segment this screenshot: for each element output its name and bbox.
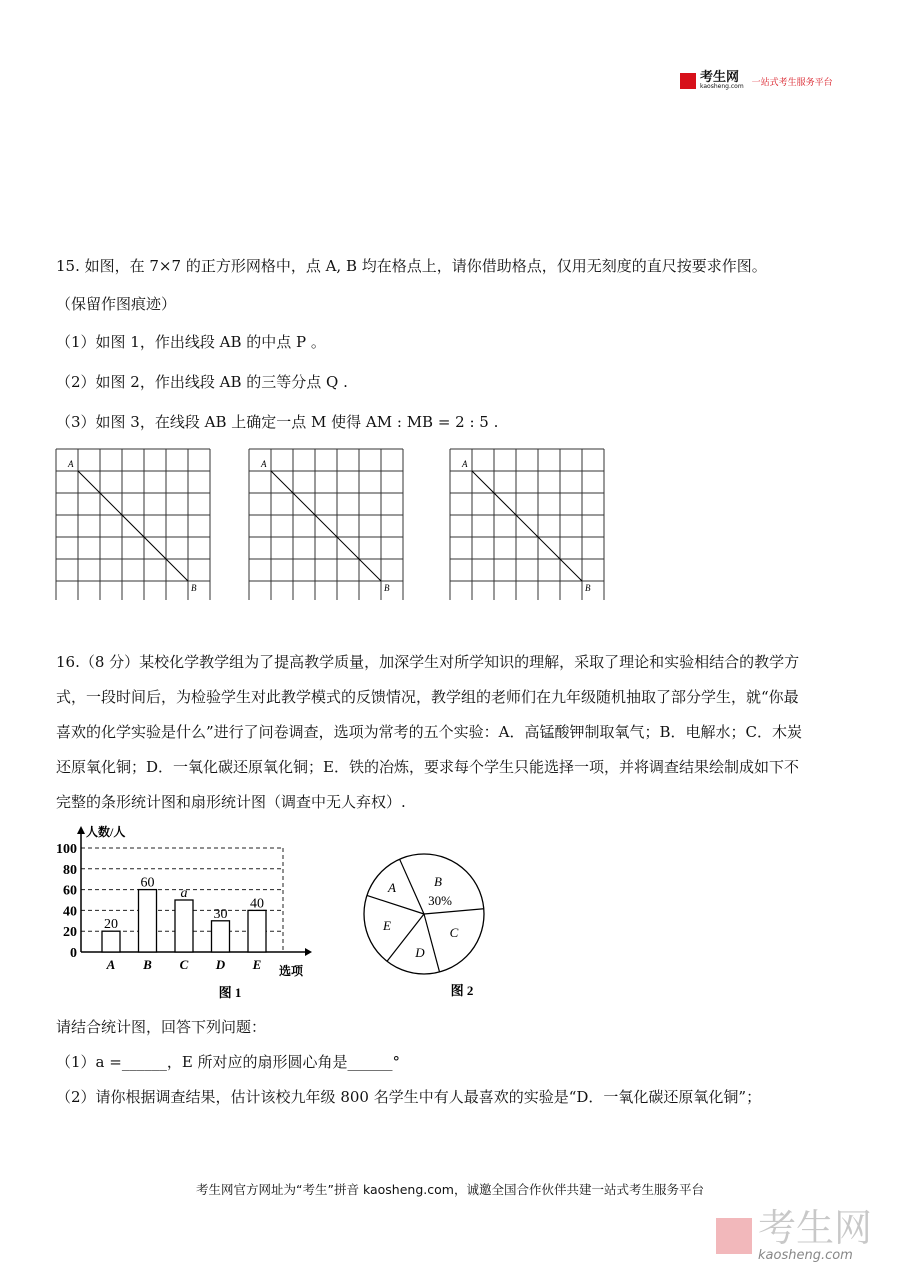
logo-name: 考生网 [700, 70, 740, 85]
y-tick-label: 40 [63, 904, 77, 920]
point-b-label: B [191, 583, 197, 593]
segment-ab [78, 471, 188, 581]
watermark-name: 考生网 [758, 1206, 873, 1250]
x-tick-label: B [143, 957, 152, 972]
q16-answer-1: （1）a =______，E 所对应的扇形圆心角是______° [56, 1053, 401, 1071]
grid-figure-2 [248, 448, 408, 600]
bar-value-label: 30 [213, 906, 228, 922]
q16-answer-2: （2）请你根据调查结果，估计该校九年级 800 名学生中有人最喜欢的实验是“D．一氧化碳还原氧化铜”； [56, 1088, 762, 1106]
x-axis-label: 选项 [279, 964, 304, 978]
watermark-logo-icon [716, 1218, 752, 1254]
y-tick-label: 100 [56, 842, 77, 857]
point-b-label: B [585, 583, 591, 593]
point-a-label: A [261, 459, 267, 469]
y-tick-label: 20 [63, 925, 77, 941]
segment-ab [271, 471, 381, 581]
segment-ab [472, 471, 582, 581]
pie-slice-label: D [415, 945, 425, 960]
footer-text: 考生网官方网址为“考生”拼音 kaosheng.com，诚邀全国合作伙伴共建一站式考生服务平台 [196, 1182, 704, 1197]
chart-title: 图 1 [218, 985, 242, 1000]
q16-line: 完整的条形统计图和扇形统计图（调查中无人弃权）. [56, 793, 406, 811]
q16-line: 16.（8 分）某校化学教学组为了提高教学质量，加深学生对所学知识的理解，采取了理论和实验相结合的教学方 [56, 653, 800, 671]
point-b-label: B [384, 583, 390, 593]
bar [175, 900, 193, 952]
bar [212, 921, 230, 952]
pie-chart [350, 840, 510, 1000]
q16-line: 还原氧化铜；D．一氧化碳还原氧化铜；E．铁的冶炼，要求每个学生只能选择一项，并将调查结果绘制成如下不 [56, 758, 799, 776]
y-tick-label: 80 [63, 862, 77, 878]
q15-part1: （1）如图 1，作出线段 AB 的中点 P 。 [56, 333, 326, 351]
y-axis-label: 人数/人 [86, 825, 126, 839]
x-tick-label: E [252, 957, 262, 972]
watermark [716, 1208, 872, 1263]
x-tick-label: C [179, 957, 189, 972]
chart-title: 图 2 [450, 983, 474, 998]
bar-chart [50, 820, 330, 1000]
pie-slice-label: B [434, 874, 442, 889]
q15-note: （保留作图痕迹） [56, 295, 177, 313]
q16-line: 喜欢的化学实验是什么”进行了问卷调查，选项为常考的五个实验：A．高锰酸钾制取氧气；B．电解水；C．木炭 [56, 723, 803, 741]
bar-value-label: 20 [104, 917, 118, 933]
y-tick-label: 0 [70, 946, 77, 961]
bar-value-label: 40 [250, 896, 264, 912]
point-a-label: A [68, 459, 74, 469]
bar [102, 931, 120, 952]
logo-icon [680, 73, 696, 89]
x-axis-arrow [305, 948, 312, 956]
y-tick-label: 60 [63, 883, 77, 899]
bar [248, 910, 266, 952]
pie-slice-label: C [449, 925, 459, 940]
pie-slice-label: E [383, 918, 391, 933]
x-tick-label: A [106, 957, 116, 972]
q16-prompt: 请结合统计图，回答下列问题： [56, 1018, 267, 1036]
pie-percent-label: 30% [428, 893, 452, 908]
grid-figure-3 [449, 448, 609, 600]
x-tick-label: D [215, 957, 226, 972]
bar-value-label: a [180, 886, 188, 901]
bar-value-label: 60 [140, 875, 155, 891]
pie-slice-label: A [388, 880, 396, 895]
point-a-label: A [462, 459, 468, 469]
bar [139, 890, 157, 952]
watermark-url: kaosheng.com [758, 1248, 853, 1263]
grid-figure-1 [55, 448, 215, 600]
q15-stem: 15. 如图，在 7×7 的正方形网格中，点 A, B 均在格点上，请你借助格点，仅用无刻度的直尺按要求作图。 [56, 257, 767, 275]
y-axis-arrow [77, 826, 85, 834]
q15-part2: （2）如图 2，作出线段 AB 的三等分点 Q . [56, 373, 348, 391]
logo-slogan: 一站式考生服务平台 [751, 77, 833, 88]
logo-url: kaosheng.com [700, 83, 744, 90]
site-logo [680, 72, 833, 90]
q15-part3: （3）如图 3，在线段 AB 上确定一点 M 使得 AM : MB = 2 : 5 . [56, 413, 499, 431]
q16-line: 式，一段时间后，为检验学生对此教学模式的反馈情况，教学组的老师们在九年级随机抽取了部分学生，就“你最 [56, 688, 799, 706]
